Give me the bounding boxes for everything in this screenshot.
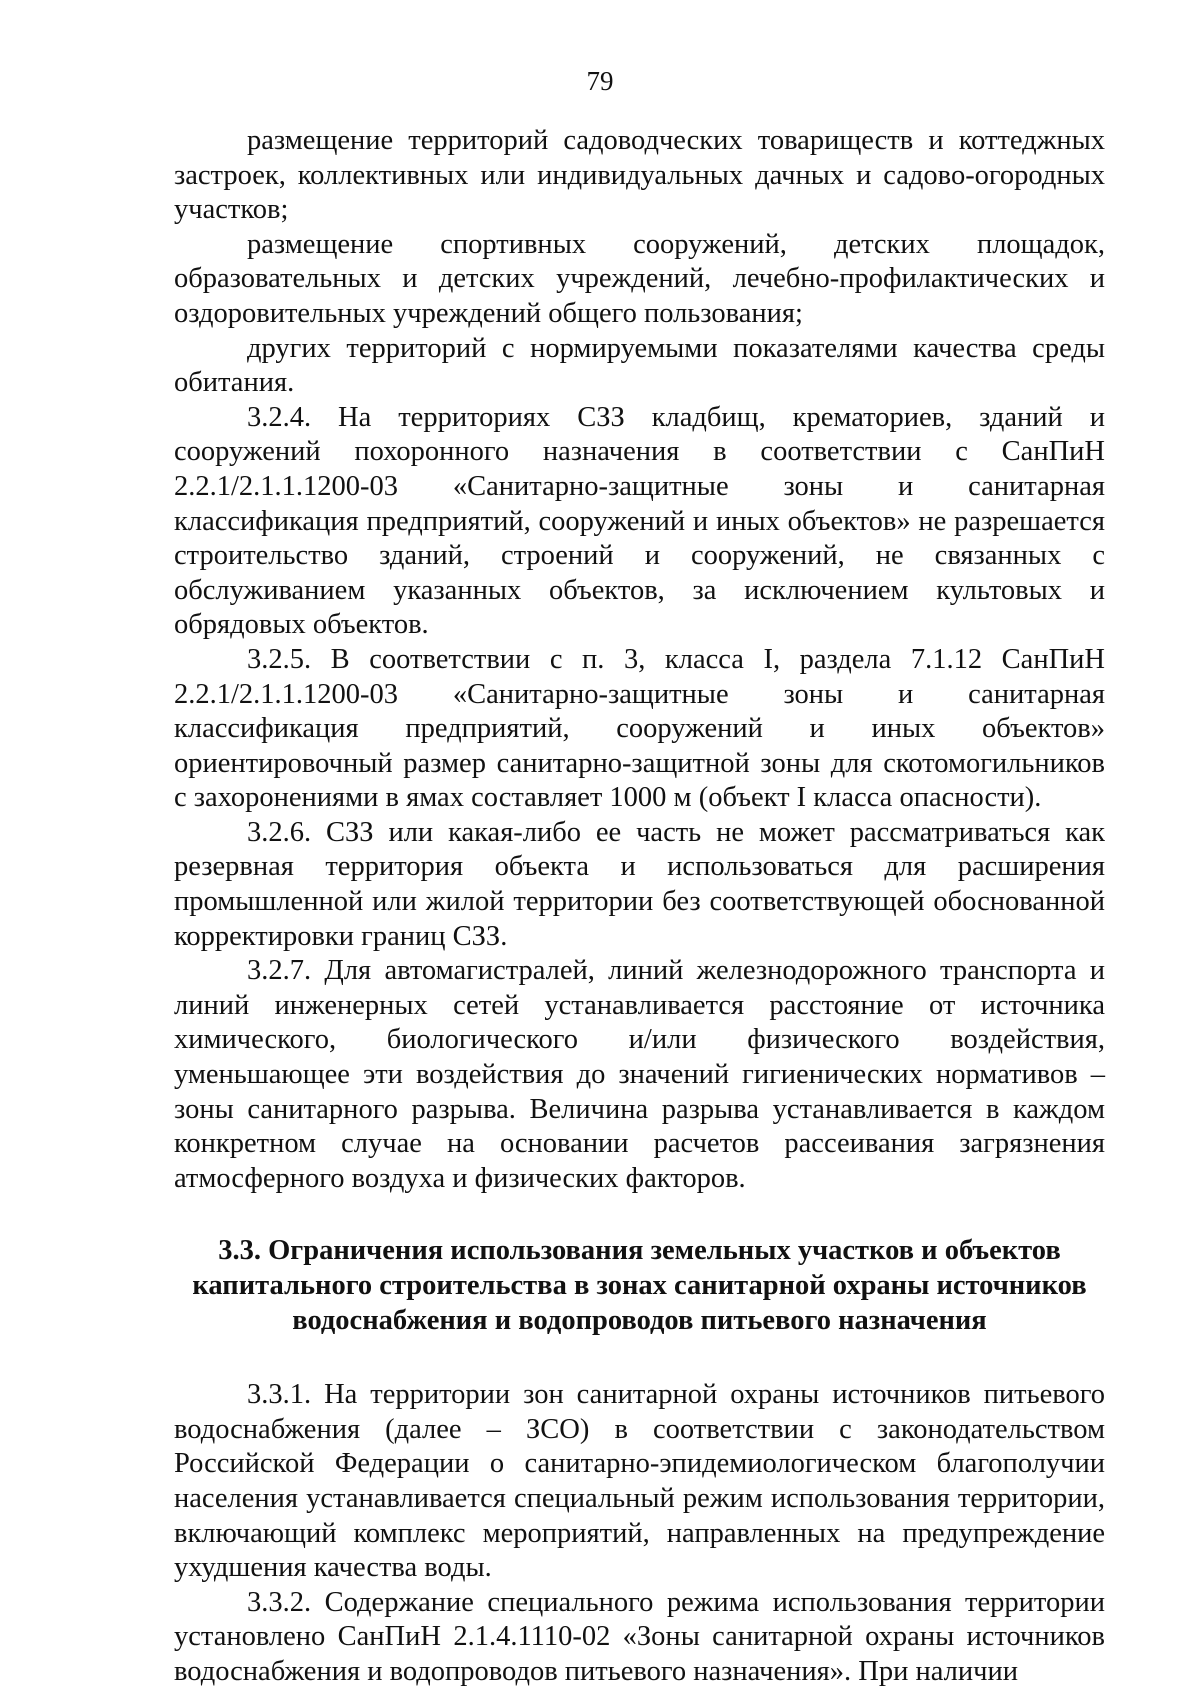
paragraph-3-2-7: 3.2.7. Для автомагистралей, линий железнодорожного транспорта и линий инженерных сетей устанавливается расстояние от источника химического, биологического и/или физического воздействия, уменьшающее эти воздействия до значений гигиенических нормативов – зоны санитарного разрыва. Величина разрыва устанавливается в каждом конкретном случае на основании расчетов рассеивания загрязнения атмосферного воздуха и физических факторов.: [174, 955, 1105, 1194]
paragraph-sports-facilities: размещение спортивных сооружений, детских площадок, образовательных и детских учреждений, лечебно-профилактических и оздоровительных учреждений общего пользования;: [174, 228, 1105, 329]
page-number: 79: [586, 66, 614, 96]
paragraph-other-territories: других территорий с нормируемыми показателями качества среды обитания.: [174, 332, 1105, 399]
document-body: [174, 124, 1105, 1690]
paragraph-3-3-1: 3.3.1. На территории зон санитарной охраны источников питьевого водоснабжения (далее – ЗСО) в соответствии с законодательством Российской Федерации о санитарно-эпидемиологическом благополучии населения устанавливается специальный режим использования территории, включающий комплекс мероприятий, направленных на предупреждение ухудшения качества воды.: [174, 1379, 1105, 1584]
paragraph-3-2-4: 3.2.4. На территориях СЗЗ кладбищ, крематориев, зданий и сооружений похоронного назначения в соответствии с СанПиН 2.2.1/2.1.1.1200-03 «Санитарно-защитные зоны и санитарная классификация предприятий, сооружений и иных объектов» не разрешается строительство зданий, строений и сооружений, не связанных с обслуживанием указанных объектов, за исключением культовых и обрядовых объектов.: [174, 401, 1105, 641]
paragraph-3-3-2: 3.3.2. Содержание специального режима использования территории установлено СанПиН 2.1.4.1110-02 «Зоны санитарной охраны источников водоснабжения и водопроводов питьевого назначения». При наличии: [174, 1586, 1105, 1687]
paragraph-3-2-6: 3.2.6. СЗЗ или какая-либо ее часть не может рассматриваться как резервная территория объекта и использоваться для расширения промышленной или жилой территории без соответствующей обоснованной корректировки границ СЗЗ.: [174, 816, 1105, 952]
section-heading-3-3: 3.3. Ограничения использования земельных участков и объектов капитального строительства в зонах санитарной охраны источников водоснабжения и водопроводов питьевого назначения: [192, 1235, 1087, 1336]
paragraph-3-2-5: 3.2.5. В соответствии с п. 3, класса I, раздела 7.1.12 СанПиН 2.2.1/2.1.1.1200-03 «Санитарно-защитные зоны и санитарная классификация предприятий, сооружений и иных объектов» ориентировочный размер санитарно-защитной зоны для скотомогильников с захоронениями в ямах составляет 1000 м (объект I класса опасности).: [174, 643, 1105, 814]
paragraph-garden-territories: размещение территорий садоводческих товариществ и коттеджных застроек, коллективных или индивидуальных дачных и садово-огородных участков;: [174, 125, 1105, 226]
